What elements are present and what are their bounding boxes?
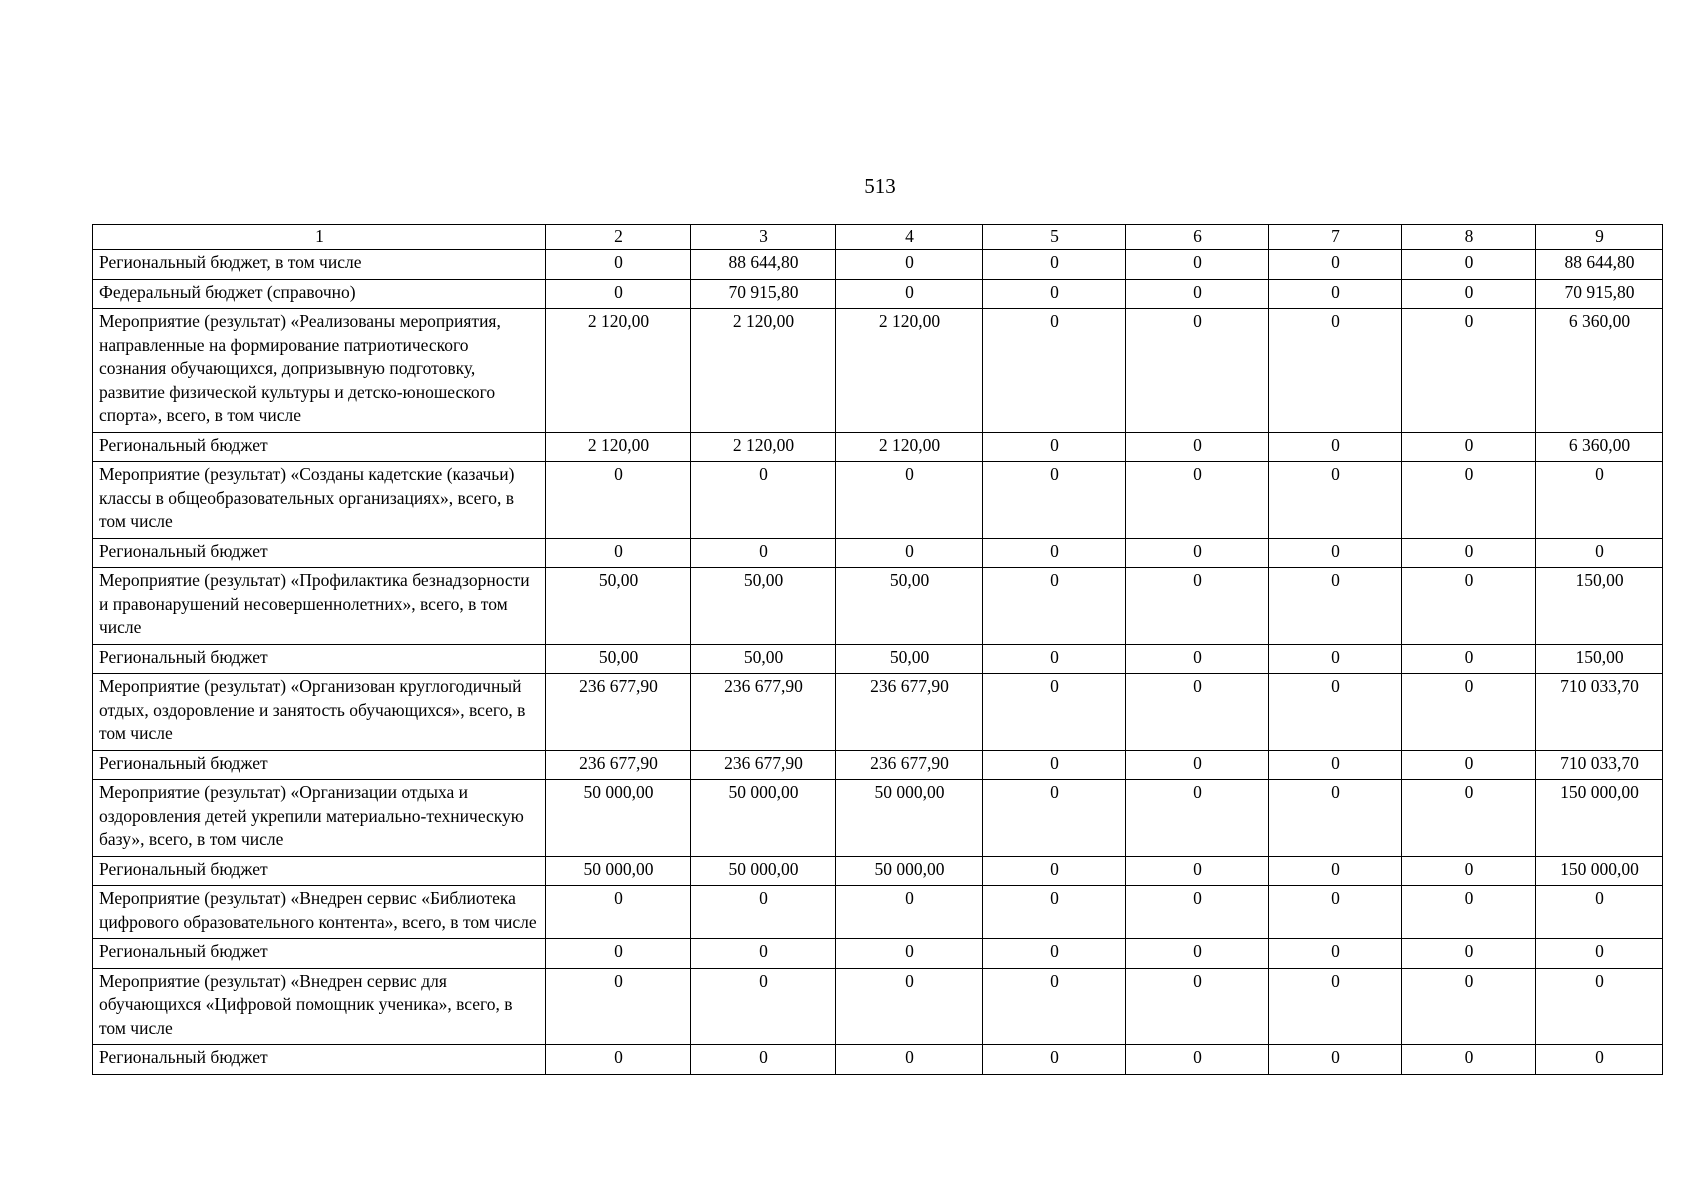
table-row [93, 279, 1663, 309]
cell-col-4: 50 000,00 [836, 856, 983, 886]
cell-col-6: 0 [1126, 939, 1269, 969]
table-row [93, 568, 1663, 645]
cell-col-5: 0 [983, 939, 1126, 969]
column-header-3: 3 [691, 225, 836, 250]
cell-col-3: 236 677,90 [691, 674, 836, 751]
row-label: Региональный бюджет [93, 432, 546, 462]
table-row [93, 886, 1663, 939]
cell-col-4: 0 [836, 538, 983, 568]
cell-col-7: 0 [1269, 886, 1402, 939]
cell-col-7: 0 [1269, 279, 1402, 309]
cell-col-9: 0 [1536, 939, 1663, 969]
cell-col-5: 0 [983, 279, 1126, 309]
cell-col-9: 710 033,70 [1536, 674, 1663, 751]
cell-col-8: 0 [1402, 250, 1536, 280]
row-label: Мероприятие (результат) «Внедрен сервис для обучающихся «Цифровой помощник ученика», всего, в том числе [93, 968, 546, 1045]
row-label: Региональный бюджет [93, 644, 546, 674]
cell-col-2: 236 677,90 [546, 674, 691, 751]
cell-col-7: 0 [1269, 750, 1402, 780]
table-body [93, 250, 1663, 1075]
cell-col-7: 0 [1269, 462, 1402, 539]
cell-col-7: 0 [1269, 780, 1402, 857]
cell-col-7: 0 [1269, 968, 1402, 1045]
column-header-4: 4 [836, 225, 983, 250]
row-label: Мероприятие (результат) «Организован круглогодичный отдых, оздоровление и занятость обучающихся», всего, в том числе [93, 674, 546, 751]
cell-col-4: 236 677,90 [836, 674, 983, 751]
cell-col-6: 0 [1126, 644, 1269, 674]
cell-col-9: 0 [1536, 968, 1663, 1045]
cell-col-8: 0 [1402, 644, 1536, 674]
cell-col-2: 50,00 [546, 568, 691, 645]
table-row [93, 674, 1663, 751]
cell-col-9: 150,00 [1536, 568, 1663, 645]
cell-col-5: 0 [983, 644, 1126, 674]
cell-col-6: 0 [1126, 674, 1269, 751]
row-label: Мероприятие (результат) «Организации отдыха и оздоровления детей укрепили материально-техническую базу», всего, в том числе [93, 780, 546, 857]
cell-col-3: 0 [691, 1045, 836, 1075]
cell-col-5: 0 [983, 1045, 1126, 1075]
table-row [93, 432, 1663, 462]
cell-col-6: 0 [1126, 309, 1269, 433]
cell-col-2: 0 [546, 886, 691, 939]
cell-col-9: 150,00 [1536, 644, 1663, 674]
cell-col-5: 0 [983, 432, 1126, 462]
column-header-8: 8 [1402, 225, 1536, 250]
row-label: Региональный бюджет [93, 1045, 546, 1075]
cell-col-9: 0 [1536, 1045, 1663, 1075]
column-header-2: 2 [546, 225, 691, 250]
table-row [93, 250, 1663, 280]
cell-col-3: 236 677,90 [691, 750, 836, 780]
cell-col-2: 50 000,00 [546, 780, 691, 857]
cell-col-4: 50,00 [836, 644, 983, 674]
cell-col-5: 0 [983, 674, 1126, 751]
header-row [93, 225, 1663, 250]
cell-col-8: 0 [1402, 462, 1536, 539]
cell-col-5: 0 [983, 750, 1126, 780]
row-label: Региональный бюджет [93, 538, 546, 568]
table-row [93, 1045, 1663, 1075]
cell-col-2: 0 [546, 279, 691, 309]
cell-col-6: 0 [1126, 856, 1269, 886]
cell-col-8: 0 [1402, 750, 1536, 780]
cell-col-3: 0 [691, 939, 836, 969]
cell-col-4: 2 120,00 [836, 309, 983, 433]
cell-col-4: 236 677,90 [836, 750, 983, 780]
cell-col-3: 0 [691, 968, 836, 1045]
cell-col-6: 0 [1126, 538, 1269, 568]
column-header-9: 9 [1536, 225, 1663, 250]
cell-col-8: 0 [1402, 538, 1536, 568]
cell-col-5: 0 [983, 856, 1126, 886]
cell-col-7: 0 [1269, 568, 1402, 645]
cell-col-9: 88 644,80 [1536, 250, 1663, 280]
cell-col-6: 0 [1126, 886, 1269, 939]
cell-col-2: 0 [546, 250, 691, 280]
row-label: Региональный бюджет [93, 856, 546, 886]
cell-col-5: 0 [983, 780, 1126, 857]
cell-col-9: 0 [1536, 462, 1663, 539]
cell-col-7: 0 [1269, 309, 1402, 433]
cell-col-6: 0 [1126, 279, 1269, 309]
cell-col-2: 50,00 [546, 644, 691, 674]
page-number: 513 [864, 174, 896, 198]
cell-col-8: 0 [1402, 432, 1536, 462]
cell-col-7: 0 [1269, 644, 1402, 674]
table-row [93, 750, 1663, 780]
row-label: Региональный бюджет [93, 939, 546, 969]
cell-col-4: 2 120,00 [836, 432, 983, 462]
cell-col-6: 0 [1126, 780, 1269, 857]
cell-col-4: 50,00 [836, 568, 983, 645]
row-label: Мероприятие (результат) «Созданы кадетские (казачьи) классы в общеобразовательных организациях», всего, в том числе [93, 462, 546, 539]
cell-col-4: 0 [836, 939, 983, 969]
column-header-5: 5 [983, 225, 1126, 250]
cell-col-8: 0 [1402, 1045, 1536, 1075]
cell-col-3: 0 [691, 886, 836, 939]
cell-col-6: 0 [1126, 568, 1269, 645]
row-label: Мероприятие (результат) «Реализованы мероприятия, направленные на формирование патриотического сознания обучающихся, допризывную подготовку, развитие физической культуры и детско-юношеского спорта», всего, в том числе [93, 309, 546, 433]
budget-table [92, 224, 1663, 1075]
cell-col-2: 0 [546, 939, 691, 969]
cell-col-5: 0 [983, 250, 1126, 280]
cell-col-9: 150 000,00 [1536, 856, 1663, 886]
cell-col-9: 0 [1536, 886, 1663, 939]
cell-col-7: 0 [1269, 538, 1402, 568]
cell-col-3: 50,00 [691, 568, 836, 645]
cell-col-4: 0 [836, 968, 983, 1045]
cell-col-5: 0 [983, 886, 1126, 939]
cell-col-7: 0 [1269, 939, 1402, 969]
row-label: Региональный бюджет, в том числе [93, 250, 546, 280]
row-label: Мероприятие (результат) «Профилактика безнадзорности и правонарушений несовершеннолетних», всего, в том числе [93, 568, 546, 645]
cell-col-5: 0 [983, 538, 1126, 568]
row-label: Региональный бюджет [93, 750, 546, 780]
cell-col-8: 0 [1402, 968, 1536, 1045]
cell-col-8: 0 [1402, 674, 1536, 751]
cell-col-8: 0 [1402, 856, 1536, 886]
cell-col-6: 0 [1126, 750, 1269, 780]
column-header-6: 6 [1126, 225, 1269, 250]
cell-col-8: 0 [1402, 780, 1536, 857]
cell-col-6: 0 [1126, 250, 1269, 280]
cell-col-7: 0 [1269, 250, 1402, 280]
cell-col-2: 0 [546, 462, 691, 539]
table-row [93, 856, 1663, 886]
cell-col-2: 2 120,00 [546, 432, 691, 462]
table-row [93, 538, 1663, 568]
cell-col-7: 0 [1269, 674, 1402, 751]
cell-col-8: 0 [1402, 309, 1536, 433]
cell-col-6: 0 [1126, 462, 1269, 539]
cell-col-9: 710 033,70 [1536, 750, 1663, 780]
table-row [93, 644, 1663, 674]
cell-col-9: 0 [1536, 538, 1663, 568]
row-label: Федеральный бюджет (справочно) [93, 279, 546, 309]
cell-col-8: 0 [1402, 279, 1536, 309]
cell-col-3: 50,00 [691, 644, 836, 674]
cell-col-3: 88 644,80 [691, 250, 836, 280]
column-header-7: 7 [1269, 225, 1402, 250]
cell-col-3: 2 120,00 [691, 432, 836, 462]
cell-col-9: 6 360,00 [1536, 432, 1663, 462]
cell-col-2: 2 120,00 [546, 309, 691, 433]
cell-col-6: 0 [1126, 432, 1269, 462]
cell-col-3: 0 [691, 538, 836, 568]
cell-col-4: 0 [836, 886, 983, 939]
column-header-1: 1 [93, 225, 546, 250]
cell-col-7: 0 [1269, 432, 1402, 462]
cell-col-3: 0 [691, 462, 836, 539]
cell-col-3: 2 120,00 [691, 309, 836, 433]
cell-col-8: 0 [1402, 939, 1536, 969]
table-row [93, 780, 1663, 857]
cell-col-5: 0 [983, 462, 1126, 539]
table-row [93, 939, 1663, 969]
table-row [93, 968, 1663, 1045]
cell-col-4: 0 [836, 1045, 983, 1075]
cell-col-4: 0 [836, 250, 983, 280]
cell-col-2: 0 [546, 1045, 691, 1075]
cell-col-2: 236 677,90 [546, 750, 691, 780]
cell-col-3: 50 000,00 [691, 780, 836, 857]
cell-col-4: 50 000,00 [836, 780, 983, 857]
cell-col-2: 0 [546, 968, 691, 1045]
cell-col-5: 0 [983, 568, 1126, 645]
cell-col-4: 0 [836, 279, 983, 309]
cell-col-4: 0 [836, 462, 983, 539]
cell-col-7: 0 [1269, 1045, 1402, 1075]
cell-col-6: 0 [1126, 968, 1269, 1045]
cell-col-8: 0 [1402, 886, 1536, 939]
cell-col-6: 0 [1126, 1045, 1269, 1075]
cell-col-3: 50 000,00 [691, 856, 836, 886]
cell-col-9: 150 000,00 [1536, 780, 1663, 857]
table-row [93, 309, 1663, 433]
cell-col-8: 0 [1402, 568, 1536, 645]
cell-col-5: 0 [983, 309, 1126, 433]
cell-col-9: 70 915,80 [1536, 279, 1663, 309]
row-label: Мероприятие (результат) «Внедрен сервис «Библиотека цифрового образовательного контента», всего, в том числе [93, 886, 546, 939]
cell-col-5: 0 [983, 968, 1126, 1045]
table-row [93, 462, 1663, 539]
cell-col-2: 50 000,00 [546, 856, 691, 886]
cell-col-2: 0 [546, 538, 691, 568]
cell-col-9: 6 360,00 [1536, 309, 1663, 433]
cell-col-7: 0 [1269, 856, 1402, 886]
cell-col-3: 70 915,80 [691, 279, 836, 309]
